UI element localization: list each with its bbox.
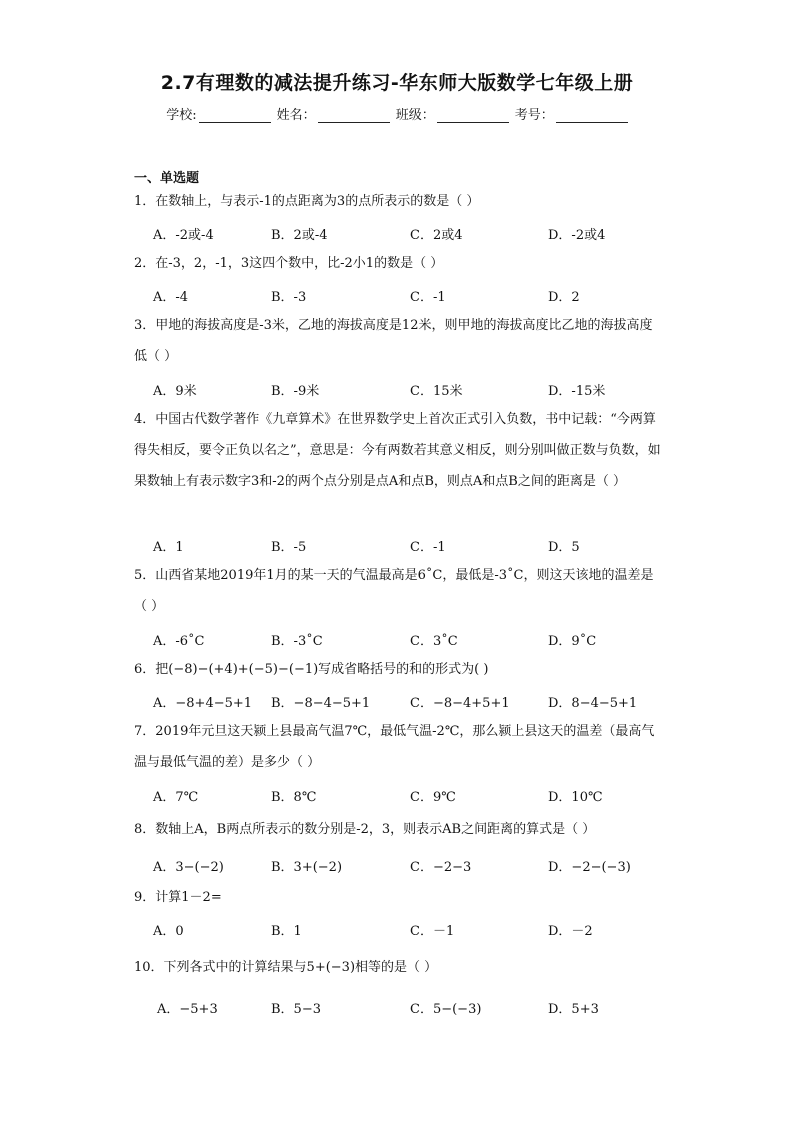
question-options xyxy=(0,692,794,712)
option-a: A．−5+3 xyxy=(157,1002,218,1017)
option-d: D．5+3 xyxy=(548,1002,599,1017)
option-d: D．5 xyxy=(548,540,580,555)
option-b: B．-3 xyxy=(271,290,307,305)
option-b: B．1 xyxy=(271,924,302,939)
option-a: A．-6˚C xyxy=(153,634,205,649)
option-b: B．-9米 xyxy=(271,384,320,399)
question-options xyxy=(0,380,794,400)
question-stem: 2．在-3，2，-1，3这四个数中，比-2小1的数是（ ） xyxy=(134,256,444,271)
option-b: B．−8−4−5+1 xyxy=(271,696,371,711)
option-a: A．−8+4−5+1 xyxy=(153,696,253,711)
option-d: D．-2或4 xyxy=(548,228,606,243)
exam-number-field xyxy=(515,104,628,123)
page-title: 2.7有理数的减法提升练习-华东师大版数学七年级上册 xyxy=(160,72,634,94)
option-c: C．2或4 xyxy=(410,228,463,243)
name-field xyxy=(277,104,390,123)
question-options xyxy=(0,536,794,556)
class-label: 班级： xyxy=(395,108,435,123)
option-d: D．−2−(−3) xyxy=(548,860,631,875)
option-d: D．－2 xyxy=(548,924,593,939)
question-stem: 6．把(−8)−(+4)+(−5)−(−1)写成省略括号的和的形式为( ) xyxy=(134,662,489,677)
class-field xyxy=(396,104,509,123)
option-b: B．5−3 xyxy=(271,1002,321,1017)
question-stem: 4．中国古代数学著作《九章算术》在世界数学史上首次正式引入负数，书中记载：“今两算得失相反，要令正负以名之”，意思是：今有两数若其意义相反，则分别叫做正数与负数，如果数轴上有表示数字3和-2的两个点分别是点A和点B，则点A和点B之间的距离是（ ） xyxy=(134,412,661,489)
option-a: A．7℃ xyxy=(153,790,199,805)
option-d: D．9˚C xyxy=(548,634,597,649)
school-field xyxy=(166,104,270,123)
section-heading: 一、单选题 xyxy=(134,171,200,186)
option-b: B．2或-4 xyxy=(271,228,328,243)
question-stem: 7．2019年元旦这天颍上县最高气温7℃，最低气温-2℃，那么颍上县这天的温差（最高气温与最低气温的差）是多少（ ） xyxy=(134,724,655,770)
question-stem: 1．在数轴上，与表示-1的点距离为3的点所表示的数是（ ） xyxy=(134,194,480,209)
option-a: A．0 xyxy=(153,924,184,939)
class-blank[interactable] xyxy=(437,109,509,123)
name-label: 姓名： xyxy=(276,108,316,123)
question-options xyxy=(0,224,794,244)
exam-number-label: 考号： xyxy=(514,108,554,123)
exam-number-blank[interactable] xyxy=(556,109,628,123)
question-stem: 3．甲地的海拔高度是-3米，乙地的海拔高度是12米，则甲地的海拔高度比乙地的海拔高度低（ ） xyxy=(134,318,653,364)
option-d: D．-15米 xyxy=(548,384,606,399)
option-c: C．3˚C xyxy=(410,634,458,649)
question-options xyxy=(0,630,794,650)
question-options xyxy=(0,786,794,806)
option-c: C．15米 xyxy=(410,384,463,399)
option-c: C．−2−3 xyxy=(410,860,472,875)
option-c: C．－1 xyxy=(410,924,455,939)
option-c: C．9℃ xyxy=(410,790,456,805)
option-b: B．8℃ xyxy=(271,790,317,805)
student-info-row xyxy=(0,104,794,123)
question-options xyxy=(0,920,794,940)
option-a: A．3−(−2) xyxy=(153,860,224,875)
option-c: C．-1 xyxy=(410,290,446,305)
option-d: D．8−4−5+1 xyxy=(548,696,638,711)
school-label: 学校: xyxy=(166,108,197,123)
name-blank[interactable] xyxy=(318,109,390,123)
question-options xyxy=(0,998,794,1018)
option-a: A．9米 xyxy=(153,384,197,399)
question-stem: 9．计算1－2= xyxy=(134,890,222,905)
option-b: B．-3˚C xyxy=(271,634,323,649)
option-c: C．-1 xyxy=(410,540,446,555)
question-options xyxy=(0,286,794,306)
option-b: B．3+(−2) xyxy=(271,860,343,875)
option-a: A．-4 xyxy=(153,290,189,305)
option-c: C．5−(−3) xyxy=(410,1002,482,1017)
option-b: B．-5 xyxy=(271,540,307,555)
question-stem: 5．山西省某地2019年1月的某一天的气温最高是6˚C，最低是-3˚C，则这天该地的温差是（ ） xyxy=(134,568,654,614)
option-a: A．-2或-4 xyxy=(153,228,214,243)
school-blank[interactable] xyxy=(199,109,271,123)
question-stem: 8．数轴上A，B两点所表示的数分别是-2，3，则表示AB之间距离的算式是（ ） xyxy=(134,822,596,837)
question-stem: 10．下列各式中的计算结果与5+(−3)相等的是（ ） xyxy=(134,960,438,975)
option-a: A．1 xyxy=(153,540,184,555)
option-d: D．2 xyxy=(548,290,580,305)
option-d: D．10℃ xyxy=(548,790,603,805)
option-c: C．−8−4+5+1 xyxy=(410,696,510,711)
question-options xyxy=(0,856,794,876)
